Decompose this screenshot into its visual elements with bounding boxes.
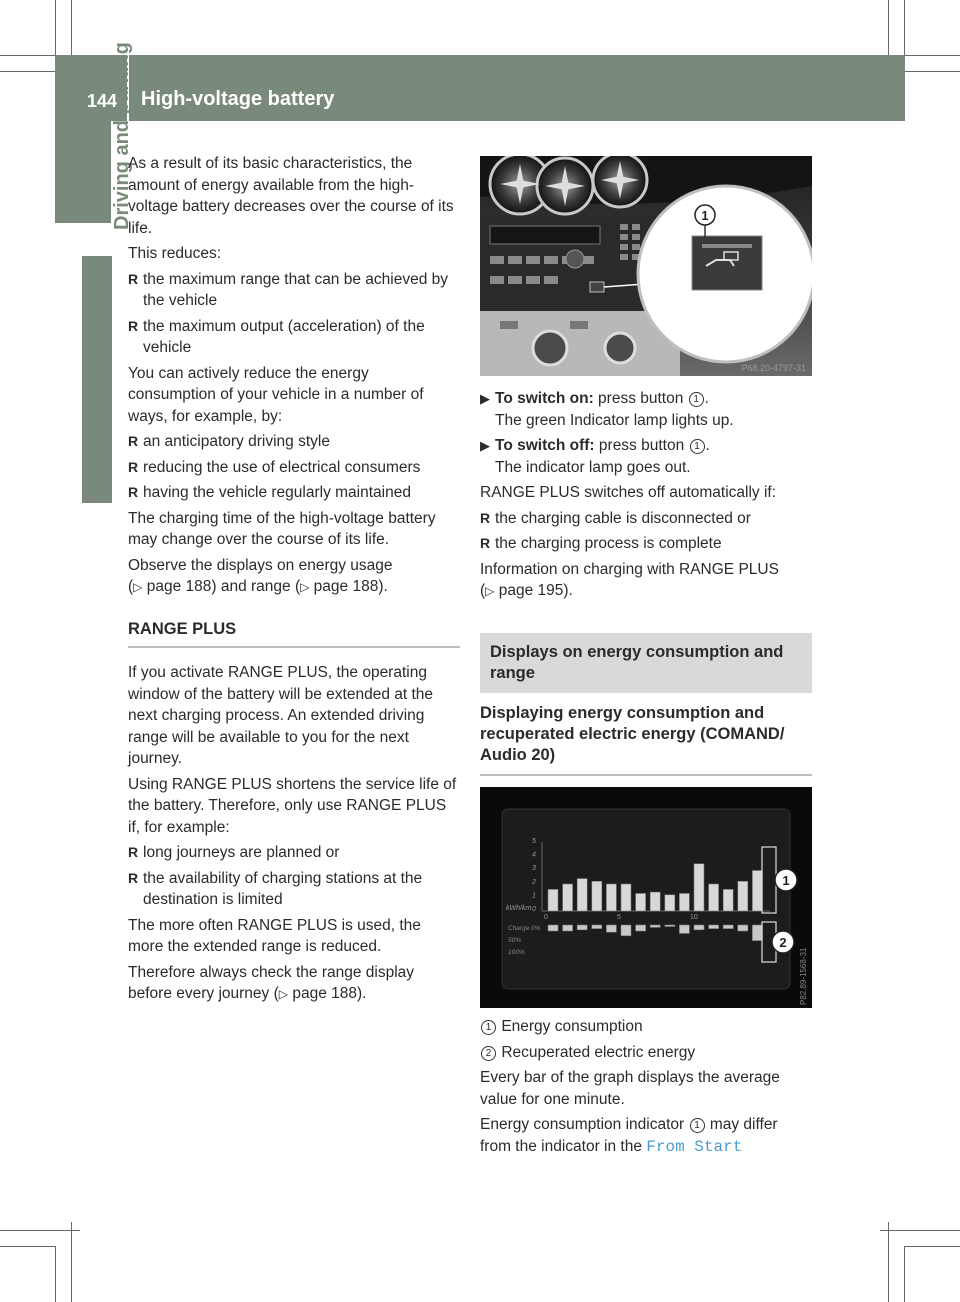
callout-1-icon: 1 <box>690 1118 705 1133</box>
callout-2: 2 <box>779 935 787 950</box>
consumption-bar <box>694 864 704 911</box>
paragraph: RANGE PLUS switches off automatically if: <box>480 484 777 501</box>
callout-2-icon: 2 <box>481 1046 496 1061</box>
section-heading-box: Displays on energy consumption and range <box>480 633 812 693</box>
callout-1-icon: 1 <box>690 439 705 454</box>
recuperation-bar <box>577 925 587 930</box>
step-switch-off: ▶ To switch off: press button 1 . The indicator lamp goes out. <box>480 437 710 476</box>
paragraph: This reduces: <box>128 245 222 262</box>
consumption-bar <box>665 895 675 911</box>
y-tick-label: 4 <box>532 851 536 859</box>
section-heading: RANGE PLUS <box>128 619 460 649</box>
page-ref-icon: ▷ <box>133 580 143 594</box>
page-ref-icon: ▷ <box>485 584 495 598</box>
recuperation-bar <box>592 925 602 929</box>
consumption-bar <box>709 884 719 911</box>
list-item: R long journeys are planned or <box>128 844 340 861</box>
figure-captions <box>480 1016 812 1162</box>
recuperation-bar <box>548 925 558 931</box>
callout-1: 1 <box>782 873 790 888</box>
list-item: R the maximum range that can be achieved by the vehicle <box>128 270 449 309</box>
dashboard-photo <box>480 156 812 376</box>
list-item: R an anticipatory driving style <box>128 433 330 450</box>
callout-1-icon: 1 <box>689 392 704 407</box>
arrow-icon: ▶ <box>480 391 490 406</box>
figure-code: P68.20-4797-31 <box>741 363 806 373</box>
consumption-bar <box>679 893 689 911</box>
right-column <box>480 388 812 786</box>
list-item: R reducing the use of electrical consumers <box>128 458 421 476</box>
consumption-bar <box>752 871 762 912</box>
paragraph: The more often RANGE PLUS is used, the more the extended range is reduced. <box>128 916 421 955</box>
recuperation-bar <box>563 925 573 931</box>
recuperation-bar <box>694 925 704 930</box>
y-tick-label: 2 <box>532 878 536 886</box>
consumption-bar <box>606 884 616 911</box>
list-item: R having the vehicle regularly maintained <box>128 484 411 501</box>
y-tick-label: 1 <box>532 892 536 900</box>
page-ref-icon: ▷ <box>300 580 310 594</box>
page-number: 144 <box>87 91 118 111</box>
step-switch-on: ▶ To switch on: press button 1 . The green Indicator lamp lights up. <box>480 390 734 429</box>
paragraph: As a result of its basic characteristics, the amount of energy available from the high-voltage battery decreases over the course of its life. <box>128 155 454 237</box>
recuperation-bar <box>679 925 689 933</box>
consumption-bar <box>636 893 646 911</box>
left-column <box>128 153 460 1010</box>
consumption-bar <box>592 881 602 911</box>
display-text-from-start: From Start <box>646 1137 743 1156</box>
y-tick-label: 0 <box>532 906 536 913</box>
paragraph: Information on charging with RANGE PLUS (▷ page 195). <box>480 560 779 599</box>
recuperation-bar <box>621 925 631 936</box>
consumption-bar <box>548 889 558 911</box>
list-item: R the charging cable is disconnected or <box>480 509 751 527</box>
paragraph: The charging time of the high-voltage battery may change over the course of its life. <box>128 509 436 548</box>
consumption-bar <box>723 889 733 911</box>
caption-1: 1 Energy consumption <box>480 1016 812 1038</box>
recuperation-bar <box>665 925 675 927</box>
list-item: R the availability of charging stations at the destination is limited <box>128 869 423 908</box>
list-item: R the maximum output (acceleration) of the vehicle <box>128 317 425 356</box>
consumption-bar <box>650 892 660 911</box>
row-label: Charge 0% <box>508 925 541 932</box>
paragraph: Energy consumption indicator 1 may differ from the indicator in the From Start <box>480 1116 778 1156</box>
x-tick-label: 5 <box>617 914 621 921</box>
x-tick-label: 0 <box>544 914 548 921</box>
recuperation-bar <box>709 925 719 929</box>
row-label: 100% <box>508 949 525 956</box>
side-block <box>82 256 112 503</box>
recuperation-bar <box>606 925 616 932</box>
list-item: R the charging process is complete <box>480 535 722 552</box>
paragraph: Using RANGE PLUS shortens the service life of the battery. Therefore, only use RANGE PLUS if, for example: <box>128 775 457 836</box>
row-label: 50% <box>508 937 522 944</box>
paragraph: Every bar of the graph displays the average value for one minute. <box>480 1069 780 1108</box>
subsection-heading: Displaying energy consumption and recuperated electric energy (COMAND/ Audio 20) <box>480 703 812 776</box>
recuperation-bar <box>650 925 660 927</box>
arrow-icon: ▶ <box>480 438 490 453</box>
unit-label: kWh/km <box>506 905 532 912</box>
recuperation-bar <box>636 925 646 931</box>
x-tick-label: 10 <box>690 914 698 921</box>
y-tick-label: 3 <box>532 865 536 873</box>
consumption-bar <box>621 884 631 911</box>
page-ref-icon: ▷ <box>278 987 289 1001</box>
consumption-bar <box>738 881 748 911</box>
consumption-bar <box>577 879 587 911</box>
caption-2: 2 Recuperated electric energy <box>480 1042 812 1064</box>
page-title: High-voltage battery <box>141 88 335 110</box>
recuperation-bar <box>752 925 762 941</box>
paragraph: You can actively reduce the energy consumption of your vehicle in a number of ways, for example, by: <box>128 364 424 425</box>
paragraph: Therefore always check the range display before every journey (▷ page 188). <box>128 963 415 1002</box>
side-tab <box>55 121 111 223</box>
y-tick-label: 5 <box>532 838 536 845</box>
callout-1: 1 <box>701 208 709 223</box>
paragraph: If you activate RANGE PLUS, the operating window of the battery will be extended at the next charging process. An extended driving range will be available to you for the next journey. <box>128 664 434 767</box>
paragraph: Observe the displays on energy usage (▷ page 188) and range (▷ page 188). <box>128 556 393 595</box>
recuperation-bar <box>738 925 748 931</box>
recuperation-bar <box>723 925 733 929</box>
energy-display <box>480 787 812 1008</box>
callout-1-icon: 1 <box>481 1020 496 1035</box>
consumption-bar <box>563 884 573 911</box>
figure-code: P82.89-1568-31 <box>799 947 808 1005</box>
